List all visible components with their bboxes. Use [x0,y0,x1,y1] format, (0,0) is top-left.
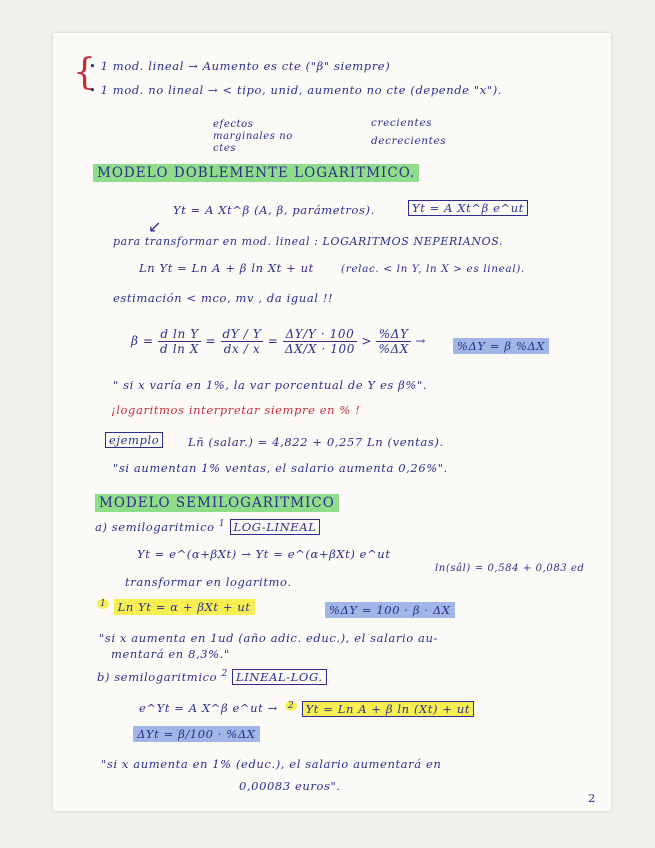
quote-2: "si aumentan 1% ventas, el salario aumenta 0,26%". [113,461,448,475]
doble-transform: para transformar en mod. lineal : LOGARITMOS NEPERIANOS. [113,235,504,248]
semi-b-eq: e^Yt = A X^β e^ut → [139,701,278,715]
beta-equation: β = $\frac{\text{d ln Y}}{\text{d ln X}}$ = $\frac{dY / Y}{dx / x}$ = $\frac{\Delta Y/Y \cdot 100}{\Delta X/X \cdot 100}$ > $\frac{\%\Delta Y}{\%\Delta X}$ → [131,327,426,356]
quote-3a: "si x aumenta en 1ud (año adic. educ.), el salario au- [99,631,438,645]
beta-highlight: %ΔY = β %ΔX [453,339,549,353]
doble-lin-eq: Ln Yt = Ln A + β ln Xt + ut [139,261,314,275]
red-note: ¡logaritmos interpretar siempre en % ! [111,403,361,417]
section-title-doble: MODELO DOBLEMENTE LOGARITMICO. [93,165,419,181]
header-line-linear: • 1 mod. lineal → Aumento es cte ("β" siempre) [89,59,391,73]
semi-a-right: ln(sâl) = 0,584 + 0,083 ed [435,563,585,574]
ejemplo-label: ejemplo [105,433,163,447]
semi-a-label: a) semilogaritmico $^1$ LOG-LINEAL [95,519,320,534]
semi-a-blue: %ΔY = 100 · β · ΔX [325,603,455,617]
header-line-nonlinear: • 1 mod. no lineal → < tipo, unid, aumento no cte (depende "x"). [89,83,503,97]
left-brace: { [73,52,96,93]
semi-b-blue: ΔYt = β/100 · %ΔX [133,727,260,741]
efectos-label: efectos marginales no ctes [213,119,293,154]
semi-a-highlight: $^1$ Ln Yt = α + βXt + ut [97,599,255,614]
notebook-page [53,33,611,811]
semi-a-eq: Yt = e^(α+βXt) → Yt = e^(α+βXt) e^ut [137,547,391,561]
efectos-decrecientes: decrecientes [371,135,447,147]
doble-lin-note: (relac. < ln Y, ln X > es lineal). [341,263,525,275]
semi-b-label: b) semilogaritmico $^2$ LINEAL-LOG. [97,669,327,684]
quote-4b: 0,00083 euros". [239,779,341,793]
doble-eq1: Yt = A Xt^β (A, β, parámetros). [173,203,375,217]
doble-eq1-result: Yt = A Xt^β e^ut [408,201,528,215]
ejemplo-eq: Lñ (salar.) = 4,822 + 0,257 Ln (ventas). [188,435,444,449]
quote-4a: "si x aumenta en 1% (educ.), el salario aumentará en [101,757,442,771]
semi-b-highlight: $^2$ Yt = Ln A + β ln (Xt) + ut [285,701,474,716]
quote-1: " si x varía en 1%, la var porcentual de Y es β%". [113,378,428,392]
efectos-crecientes: crecientes [371,117,433,129]
doble-estim: estimación < mco, mv , da igual !! [113,291,334,305]
quote-3b: mentará en 8,3%." [111,647,230,661]
section-title-semi: MODELO SEMILOGARITMICO [95,495,339,511]
page-number: 2 [588,791,596,805]
check-arrow-icon: ↙ [148,217,162,236]
semi-a-transform: transformar en logaritmo. [125,575,292,589]
